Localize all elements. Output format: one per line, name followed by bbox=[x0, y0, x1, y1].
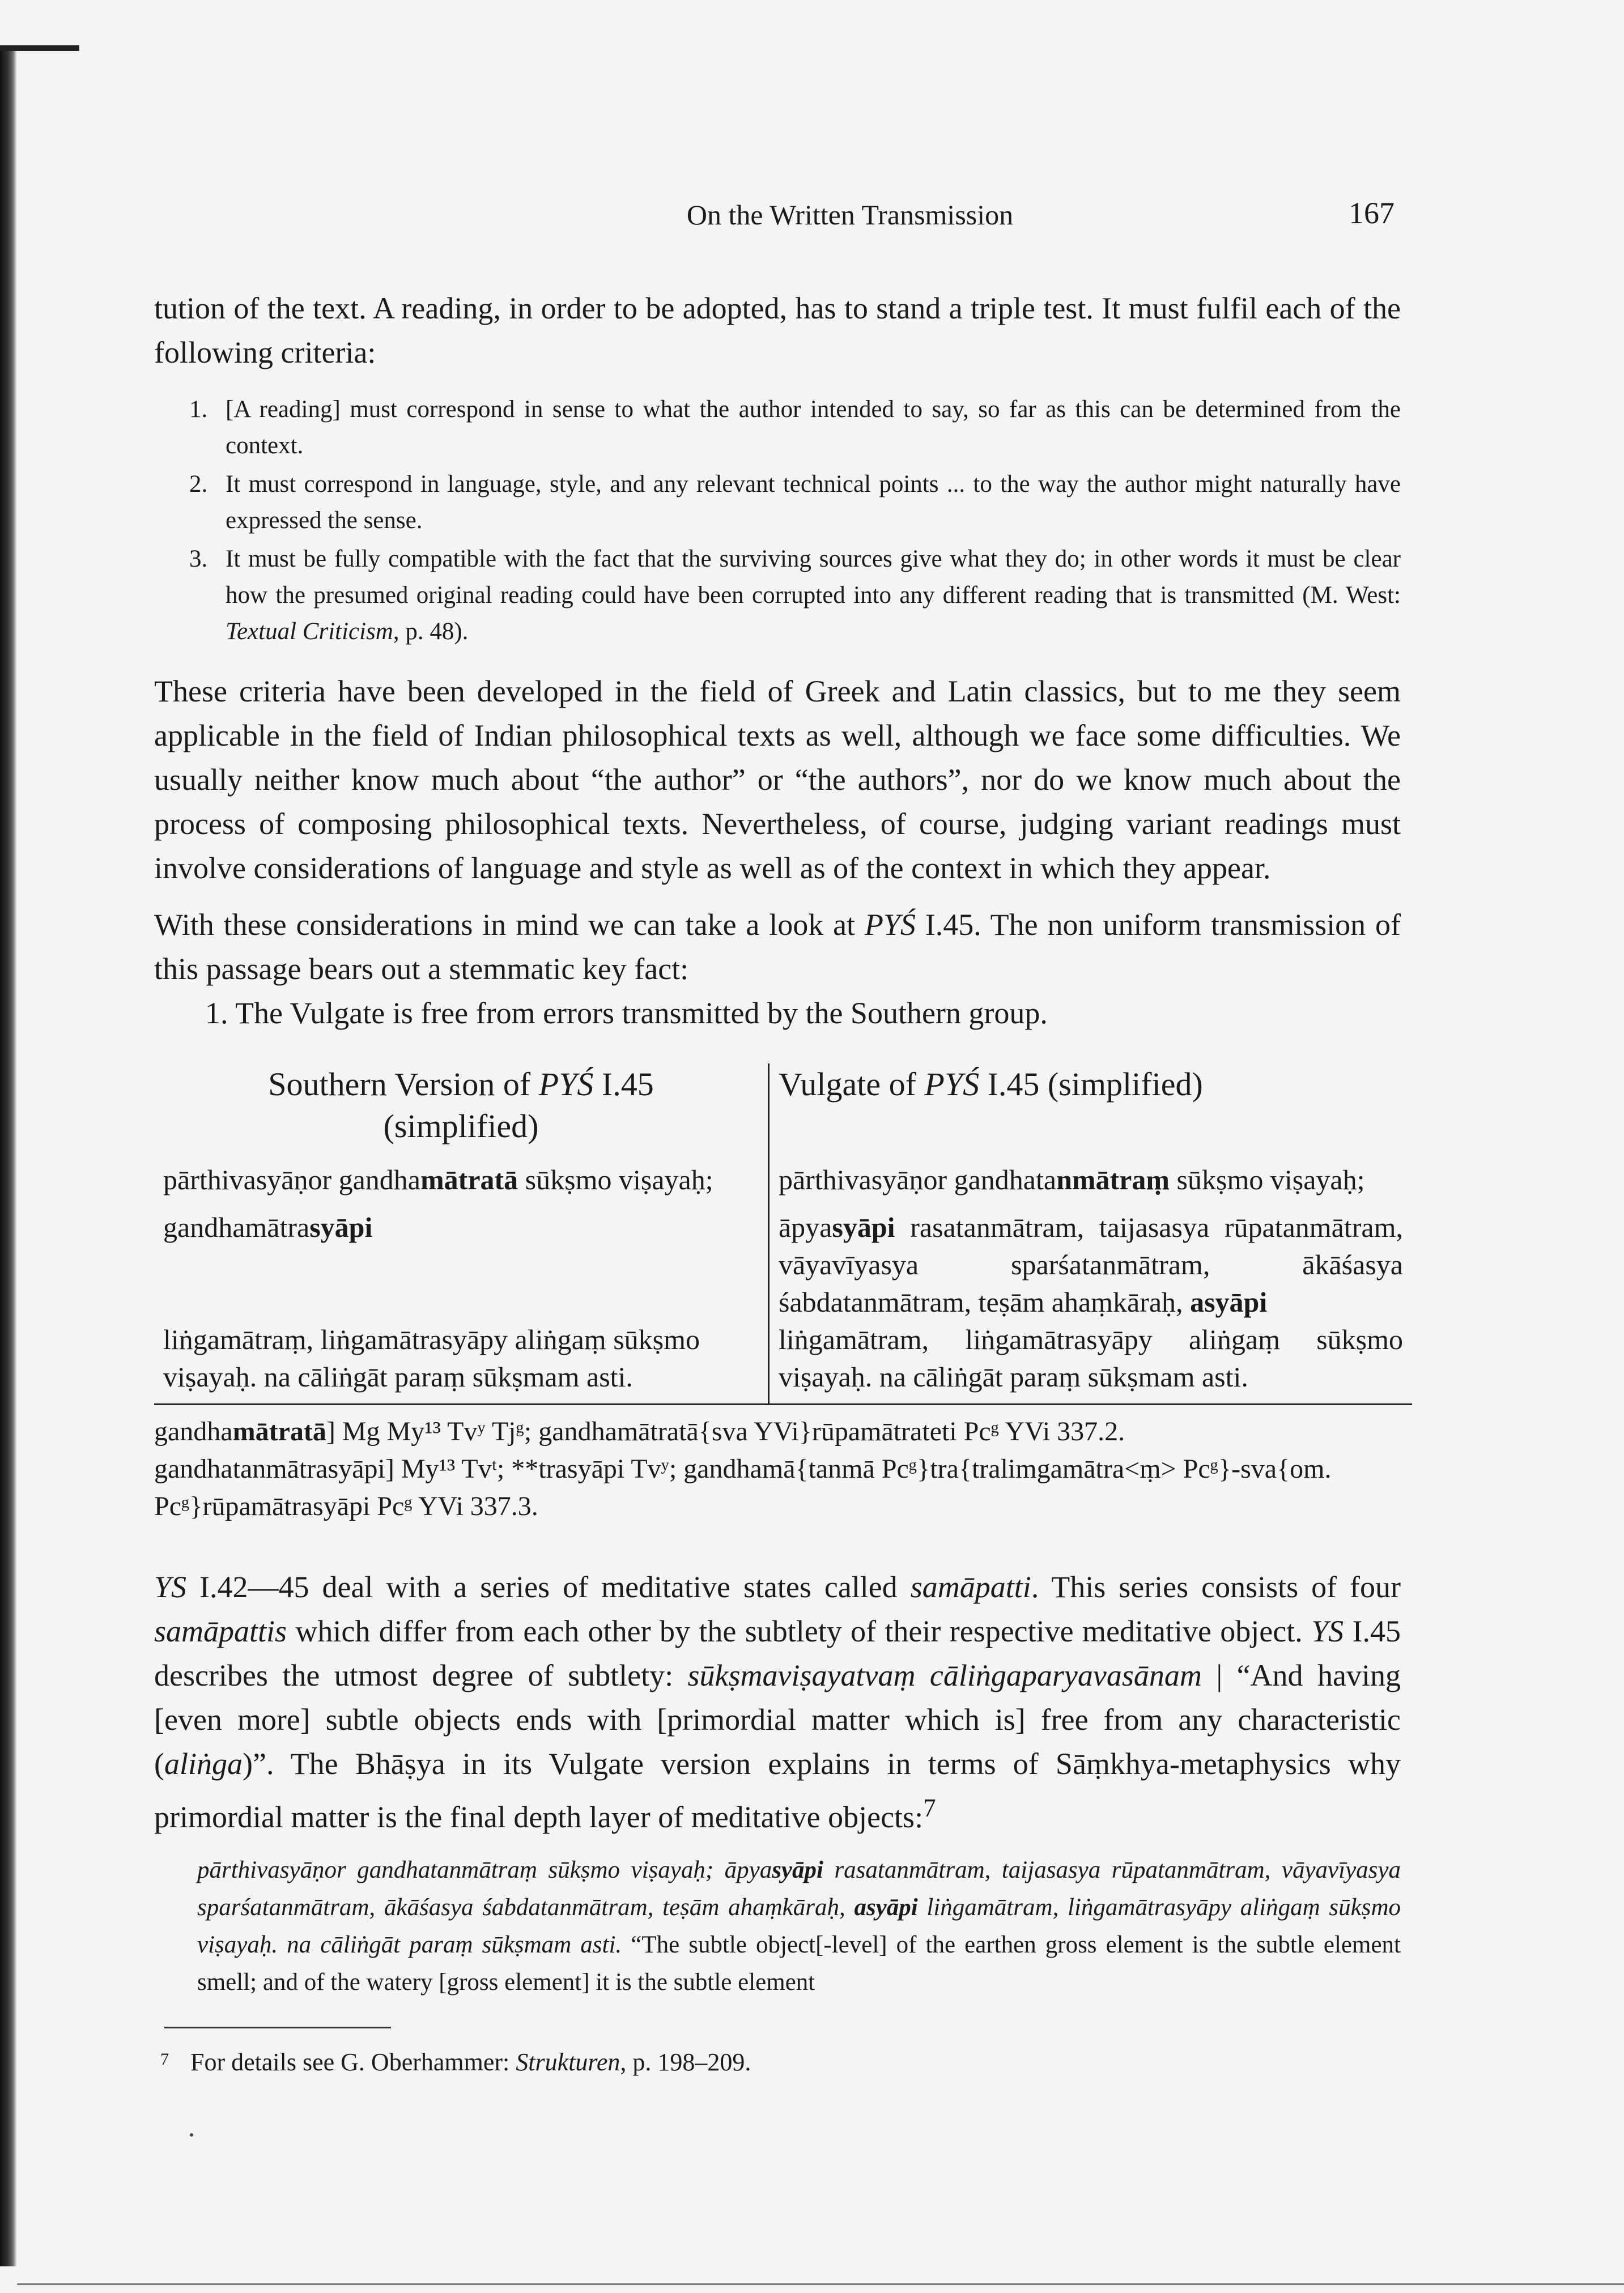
pys-tail: I.45. The non uniform transmission of this passage bears out a stemmatic key fact: bbox=[154, 908, 1401, 986]
scan-bottom-edge bbox=[17, 2283, 1624, 2285]
vulgate-cell: āpyasyāpi rasatanmātram, taijasasya rūpatanmātram, vāyavīyasya sparśatanmātram, ākāśasya śabdatanmātram, teṣām ahaṃkāraḥ, asyāpi bbox=[778, 1211, 1403, 1318]
running-head: On the Written Transmission bbox=[686, 199, 1014, 231]
scan-speck bbox=[190, 2133, 193, 2137]
table-row bbox=[154, 1321, 1412, 1405]
critical-apparatus bbox=[154, 1413, 1401, 1525]
criteria-source-title: Textual Criticism bbox=[226, 618, 393, 645]
criteria-number: 3. bbox=[189, 546, 208, 572]
criteria-item bbox=[154, 541, 1401, 650]
key-fact: 1. The Vulgate is free from errors transmitted by the Southern group. bbox=[205, 996, 1048, 1030]
criteria-number: 2. bbox=[189, 471, 208, 497]
table-row bbox=[154, 1161, 1412, 1209]
criteria-list bbox=[154, 392, 1401, 650]
apparatus-entry: gandhamātratā] Mg My¹³ Tvʸ Tjᵍ; gandhamātratā{sva YVi}rūpamātrateti Pcᵍ YVi 337.2. bbox=[154, 1416, 1125, 1447]
vulgate-header: Vulgate of PYŚ I.45 (simplified) bbox=[778, 1066, 1203, 1103]
table-row bbox=[154, 1209, 1412, 1321]
table-header-row bbox=[154, 1063, 1412, 1161]
southern-version-header: Southern Version of PYŚ I.45 (simplified) bbox=[154, 1063, 768, 1161]
footnote: $^7$ For details see G. Oberhammer: Strukturen, p. 198–209. bbox=[160, 2048, 751, 2076]
criteria-text: It must be fully compatible with the fact that the surviving sources give what they do; in other words it must be clear how the presumed original reading could have been corrupted into any different reading that is transmitted (M. West: bbox=[226, 546, 1401, 609]
footnote-rule bbox=[164, 2027, 391, 2028]
vulgate-cell: liṅgamātram, liṅgamātrasyāpy aliṅgaṃ sūkṣmo viṣayaḥ. na cāliṅgāt paraṃ sūkṣmam asti. bbox=[768, 1321, 1412, 1405]
intro-paragraph: tution of the text. A reading, in order to be adopted, has to stand a triple test. It must fulfil each of the following criteria: bbox=[154, 291, 1401, 369]
vulgate-cell: pārthivasyāṇor gandhatanmātraṃ sūkṣmo viṣayaḥ; bbox=[778, 1164, 1365, 1196]
comparison-table bbox=[154, 1063, 1412, 1405]
criteria-discussion-paragraph: These criteria have been developed in the field of Greek and Latin classics, but to me they seem applicable in the field of Indian philosophical texts as well, although we face some difficulties. We usually neither know much about “the author” or “the authors”, nor do we know much about the process of composing philosophical texts. Nevertheless, of course, judging variant readings must involve considerations of language and style as well as of the context in which they appear. bbox=[154, 674, 1401, 885]
bhasya-quote: pārthivasyāṇor gandhatanmātraṃ sūkṣmo viṣayaḥ; āpyasyāpi rasatanmātram, taijasasya rūpatanmātram, vāyavīyasya sparśatanmātram, ākāśasya śabdatanmātram, teṣām ahaṃkāraḥ, asyāpi liṅgamātram, liṅgamātrasyāpy aliṅgaṃ sūkṣmo viṣayaḥ. na cāliṅgāt paraṃ sūkṣmam asti. “The subtle object[-level] of the earthen gross element is the subtle element smell; and of the watery [gross element] it is the subtle element bbox=[197, 1857, 1401, 1996]
binding-top-mark bbox=[0, 45, 79, 51]
samapatti-paragraph: YS I.42—45 deal with a series of meditative states called samāpatti. This series consists of four samāpattis which differ from each other by the subtlety of their respective meditative object. YS I.45 describes the utmost degree of subtlety: sūkṣmaviṣayatvaṃ cāliṅgaparyavasānam | “And having [even more] subtle objects ends with [primordial matter which is] free from any characteristic (aliṅga)”. The Bhāṣya in its Vulgate version explains in terms of Sāṃkhya-metaphysics why primordial matter is the final depth layer of meditative objects:$^7$ bbox=[154, 1570, 1401, 1834]
page-number: 167 bbox=[1349, 196, 1395, 230]
pys-paragraph bbox=[154, 903, 1401, 991]
southern-cell: gandhamātrasyāpi bbox=[154, 1209, 768, 1321]
criteria-item bbox=[154, 392, 1401, 464]
criteria-item bbox=[154, 466, 1401, 539]
binding-edge bbox=[0, 45, 17, 2266]
main-text bbox=[154, 286, 1401, 2001]
criteria-source-tail: , p. 48). bbox=[393, 618, 469, 645]
southern-cell: pārthivasyāṇor gandhamātratā sūkṣmo viṣayaḥ; bbox=[154, 1161, 768, 1209]
criteria-text: [A reading] must correspond in sense to what the author intended to say, so far as this can be determined from the context. bbox=[226, 396, 1401, 459]
southern-cell: liṅgamātraṃ, liṅgamātrasyāpy aliṅgaṃ sūkṣmo viṣayaḥ. na cāliṅgāt paraṃ sūkṣmam asti. bbox=[154, 1321, 768, 1405]
pys-lead: With these considerations in mind we can take a look at bbox=[154, 908, 865, 942]
apparatus-entry: gandhatanmātrasyāpi] My¹³ Tvᵗ; **trasyāpi Tvʸ; gandhamā{tanmā Pcᵍ}tra{tralimgamātra<ṃ> Pcᵍ}-sva{om. Pcᵍ}rūpamātrasyāpi Pcᵍ YVi 337.3. bbox=[154, 1454, 1332, 1521]
footnote-reference[interactable]: 7 bbox=[923, 1794, 936, 1822]
criteria-number: 1. bbox=[189, 396, 208, 423]
footnote-mark: 7 bbox=[160, 2050, 169, 2069]
criteria-text: It must correspond in language, style, and any relevant technical points ... to the way the author might naturally have expressed the sense. bbox=[226, 471, 1401, 534]
pys-abbr: PYŚ bbox=[864, 908, 916, 942]
